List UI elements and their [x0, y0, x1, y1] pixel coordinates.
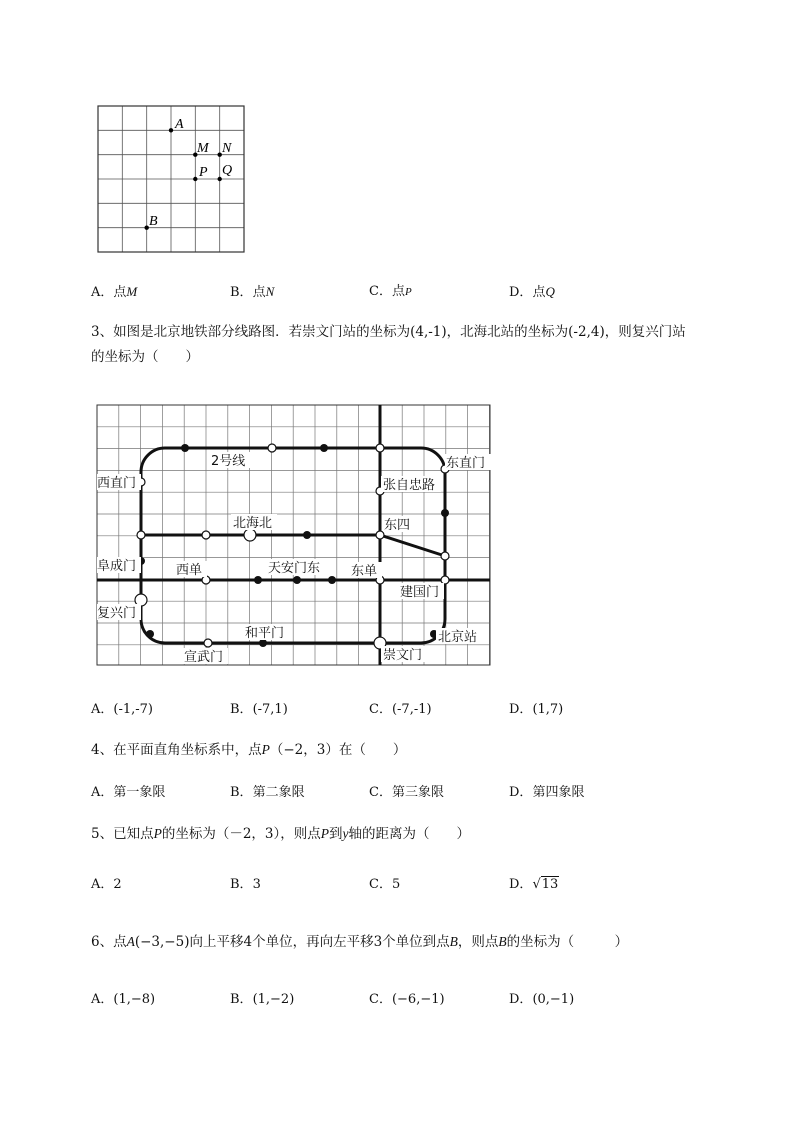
q6-coord: (−3,−5): [134, 934, 190, 950]
point-grid-figure: [94, 102, 250, 258]
q5-stem-pre: 5、已知点: [91, 826, 154, 842]
map-label-tiananmendong: 天安门东: [268, 561, 321, 576]
q5-var-p: P: [153, 826, 162, 841]
q2-option-c[interactable]: [369, 283, 412, 301]
option-value: 第一象限: [113, 785, 166, 800]
option-letter: A．: [91, 877, 114, 892]
q4-stem-pre: 4、在平面直角坐标系中，点: [91, 742, 262, 758]
map-label-chongwenmen: 崇文门: [383, 648, 423, 663]
option-letter: D．: [509, 785, 533, 800]
q2-option-d[interactable]: [509, 283, 555, 302]
option-letter: B．: [230, 785, 253, 800]
option-value: 5: [391, 877, 401, 892]
q3-stem-line2: 的坐标为（ ）: [91, 349, 199, 365]
map-label-fuxingmen: 复兴门: [97, 606, 137, 621]
option-value: Q: [545, 284, 555, 299]
point-m-label: M: [197, 141, 209, 156]
option-prefix: 点: [113, 285, 127, 300]
station-yonghegong: [376, 444, 384, 452]
station-jishuitan: [181, 444, 189, 452]
q3-stem-line1: 3、如图是北京地铁部分线路图．若崇文门站的坐标为(4,-1)，北海北站的坐标为(-2,4)，则复兴门站: [91, 324, 686, 340]
map-label-dongdan: 东单: [351, 564, 378, 579]
q5-var-y: y: [342, 826, 349, 841]
station-wangfujing: [328, 576, 336, 584]
option-value: 第三象限: [391, 785, 444, 800]
station-chaoyangmen: [441, 552, 449, 560]
option-value: (1,−8): [113, 992, 156, 1007]
q6-var-b: B: [449, 934, 458, 949]
option-prefix: 点: [391, 284, 405, 299]
station-dongsi: [376, 531, 384, 539]
station-dongsishitiao: [441, 509, 449, 517]
point-a-label: A: [175, 117, 184, 132]
map-label-jianguomen: 建国门: [400, 585, 440, 600]
q4-stem-post: （−2，3）在（ ）: [269, 742, 407, 758]
q6-option-a[interactable]: [91, 991, 155, 1009]
option-letter: C．: [369, 785, 392, 800]
q2-option-b[interactable]: [230, 283, 274, 302]
point-a-dot: [169, 128, 173, 132]
option-prefix: 点: [532, 285, 546, 300]
option-letter: C．: [369, 992, 392, 1007]
subway-map-figure: [96, 404, 492, 666]
option-letter: A．: [91, 992, 114, 1007]
map-label-beihaibei: 北海北: [233, 516, 273, 531]
q4-option-b[interactable]: [230, 784, 305, 802]
q6-option-b[interactable]: [230, 991, 294, 1009]
q5-stem: [91, 821, 470, 847]
option-value: (1,−2): [252, 992, 295, 1007]
option-value: M: [126, 284, 138, 299]
q6-stem: [91, 929, 628, 955]
option-letter: D．: [509, 992, 533, 1007]
map-label-xizhimen: 西直门: [97, 476, 137, 491]
q6-option-c[interactable]: [369, 991, 445, 1009]
q6-option-d[interactable]: [509, 991, 574, 1009]
q3-option-c[interactable]: [369, 701, 432, 719]
q5-stem-mid2: 到: [329, 826, 343, 842]
option-letter: B．: [230, 285, 253, 300]
map-label-dongsi: 东四: [384, 518, 411, 533]
option-letter: B．: [230, 877, 253, 892]
option-value: (−6,−1): [391, 992, 445, 1007]
q3-option-d[interactable]: [509, 701, 563, 719]
station-chegongzhuang: [137, 531, 145, 539]
option-letter: C．: [369, 284, 392, 299]
option-letter: A．: [91, 785, 114, 800]
q6-stem-mid2: ，则点: [457, 934, 499, 950]
option-letter: A．: [91, 285, 114, 300]
q3-option-b[interactable]: [230, 701, 288, 719]
q6-stem-pre: 6、点: [91, 934, 127, 950]
q5-option-b[interactable]: [230, 876, 261, 894]
map-label-zhangzizhonglu: 张自忠路: [383, 478, 436, 493]
option-value: (-7,1): [252, 702, 288, 717]
option-letter: D．: [509, 702, 533, 717]
station-tiananmendong: [293, 576, 301, 584]
map-label-xidan: 西单: [176, 563, 203, 578]
station-gulou: [268, 444, 276, 452]
station-andingmen: [320, 444, 328, 452]
station-xuanwumen: [204, 639, 212, 647]
option-value: 3: [252, 877, 261, 892]
option-value: (-7,-1): [391, 702, 432, 717]
option-value: N: [265, 284, 275, 299]
q3-option-a[interactable]: [91, 701, 153, 719]
q5-stem-mid: 的坐标为（－2，3），则点: [161, 826, 321, 842]
q3-stem: [91, 320, 751, 370]
map-label-beijingzhan: 北京站: [438, 630, 478, 645]
q5-var-p2: P: [320, 826, 330, 841]
q6-var-a: A: [126, 934, 135, 949]
option-letter: B．: [230, 702, 253, 717]
option-value: P: [404, 286, 412, 298]
map-label-line2: 2号线: [211, 454, 246, 469]
q6-stem-post: 的坐标为（ ）: [506, 934, 629, 950]
option-letter: C．: [369, 877, 392, 892]
option-letter: B．: [230, 992, 253, 1007]
q5-option-d[interactable]: [509, 876, 559, 894]
point-p-dot: [193, 177, 197, 181]
option-letter: C．: [369, 702, 392, 717]
option-prefix: 点: [252, 285, 266, 300]
q4-stem: [91, 737, 406, 763]
station-xidan: [202, 576, 210, 584]
option-value: 13: [541, 877, 559, 892]
station-changchunjie: [146, 630, 154, 638]
q5-stem-post: 轴的距离为（ ）: [348, 826, 471, 842]
point-p-label: P: [199, 165, 208, 180]
map-label-xuanwumen: 宣武门: [184, 650, 224, 665]
q4-option-a[interactable]: [91, 784, 165, 802]
station-nanluoguxiang: [303, 531, 311, 539]
option-letter: D．: [509, 285, 533, 300]
point-q-label: Q: [222, 163, 233, 178]
q6-stem-mid: 向上平移4个单位，再向左平移3个单位到点: [189, 934, 450, 950]
q4-option-d[interactable]: [509, 784, 584, 802]
option-value: 第二象限: [252, 785, 305, 800]
q2-option-a[interactable]: [91, 283, 137, 302]
radical-sign: √13: [532, 877, 559, 892]
option-value: (0,−1): [532, 992, 575, 1007]
option-letter: A．: [91, 702, 114, 717]
option-letter: D．: [509, 877, 533, 892]
q4-var-p: P: [261, 742, 270, 757]
q6-var-b2: B: [498, 934, 507, 949]
option-value: 第四象限: [532, 785, 585, 800]
q5-option-a[interactable]: [91, 876, 122, 894]
point-n-label: N: [222, 141, 232, 156]
dongsi-diagonal-track: [380, 535, 445, 556]
map-label-fuchengmen: 阜成门: [97, 559, 137, 574]
q5-option-c[interactable]: [369, 876, 400, 894]
station-jianguomen: [441, 576, 449, 584]
point-b-label: B: [149, 214, 158, 229]
map-label-hepingmen: 和平门: [245, 626, 285, 641]
q4-option-c[interactable]: [369, 784, 444, 802]
station-pinganli: [202, 531, 210, 539]
option-value: (-1,-7): [113, 702, 153, 717]
option-value: 2: [113, 877, 122, 892]
map-label-dongzhimen: 东直门: [446, 456, 486, 471]
option-value: (1,7): [532, 702, 564, 717]
station-tiananmenxi: [254, 576, 262, 584]
